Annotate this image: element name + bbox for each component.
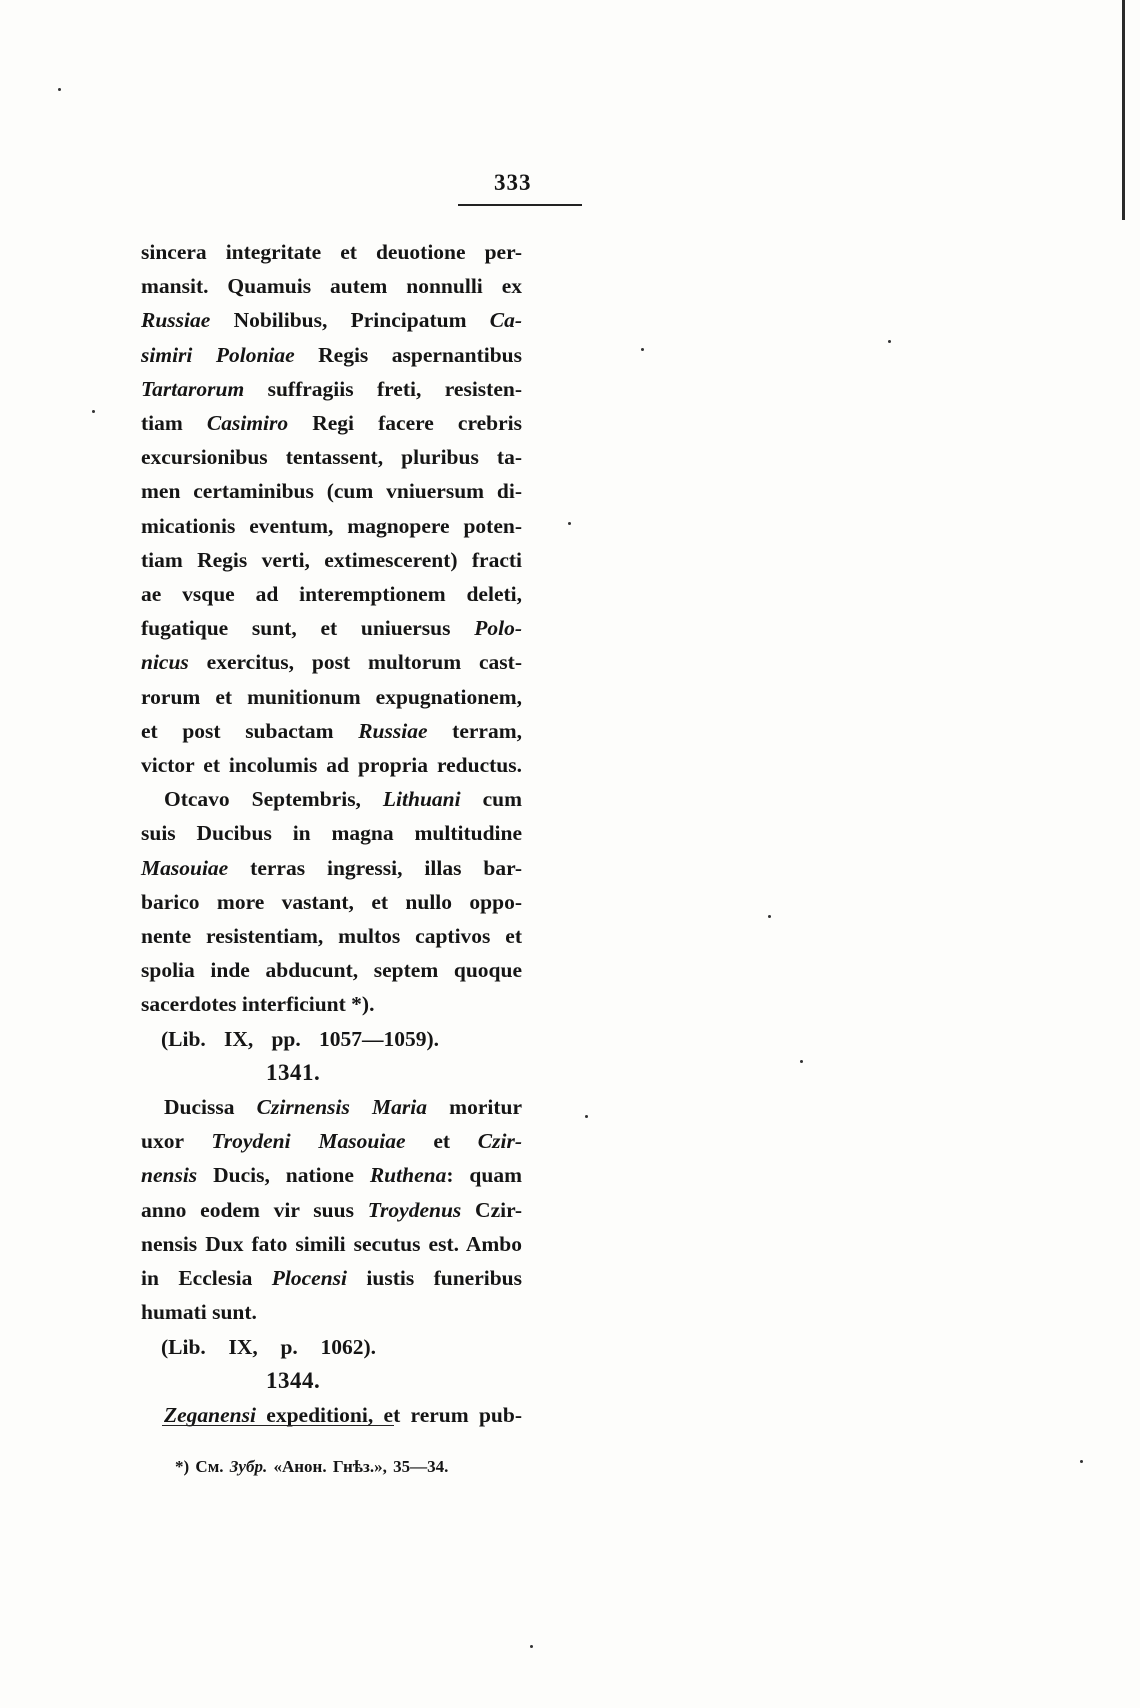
text-line xyxy=(141,1090,522,1124)
text-run: Czir- xyxy=(461,1197,522,1222)
italic-name: Troydeni Masouiae xyxy=(211,1129,406,1154)
footnote xyxy=(175,1457,448,1477)
text-line xyxy=(141,1227,522,1261)
text-line xyxy=(141,987,522,1021)
text-line xyxy=(141,1398,522,1432)
citation-2: (Lib. IX, p. 1062). xyxy=(161,1334,376,1359)
text-run: Ducis, natione xyxy=(197,1163,370,1188)
text-line xyxy=(141,440,522,474)
text-run: suffragiis freti, resisten- xyxy=(244,376,522,401)
text-run: tiam xyxy=(141,411,207,436)
italic-name: Czirnensis Maria xyxy=(256,1095,427,1120)
scan-speck xyxy=(800,1060,803,1063)
text-run: Regi facere crebris xyxy=(288,411,522,436)
italic-name: Ca- xyxy=(489,308,522,333)
italic-name: Masouiae xyxy=(141,855,229,880)
text-run: spolia inde abducunt, septem quoque xyxy=(141,958,522,983)
paragraph-1 xyxy=(141,235,522,782)
text-line xyxy=(141,474,522,508)
text-line xyxy=(141,1124,522,1158)
text-run: tiam Regis verti, extimescerent) fracti xyxy=(141,547,522,572)
text-line xyxy=(141,1295,522,1329)
text-line xyxy=(141,1193,522,1227)
scan-speck xyxy=(768,915,771,918)
text-line xyxy=(141,885,522,919)
text-line xyxy=(141,269,522,303)
italic-name: Troydenus xyxy=(367,1197,462,1222)
text-run: uxor xyxy=(141,1129,212,1154)
text-line xyxy=(141,714,522,748)
header-rule xyxy=(458,204,582,206)
text-run: men certaminibus (cum vniuersum di- xyxy=(141,479,522,504)
text-run: ae vsque ad interemptionem deleti, xyxy=(141,582,522,607)
italic-name: Plocensi xyxy=(271,1266,347,1291)
text-run: anno eodem vir suus xyxy=(141,1197,368,1222)
text-line xyxy=(141,509,522,543)
text-run: rorum et munitionum expugnationem, xyxy=(141,684,522,709)
text-line xyxy=(141,782,522,816)
text-run: Regis aspernantibus xyxy=(294,342,522,367)
scan-speck xyxy=(641,348,644,351)
text-run: iustis funeribus xyxy=(347,1266,522,1291)
footnote-source: «Анон. Гнѣз.», 35—34. xyxy=(273,1457,449,1476)
text-line xyxy=(141,953,522,987)
text-line xyxy=(141,406,522,440)
text-run: Otcavo Septembris, xyxy=(164,787,383,812)
scan-speck xyxy=(92,410,95,413)
page-edge-line xyxy=(1122,0,1125,220)
text-run: suis Ducibus in magna multitudine xyxy=(141,821,522,846)
paragraph-3 xyxy=(141,1090,522,1329)
italic-name: Russiae xyxy=(358,718,428,743)
italic-name: nensis xyxy=(141,1163,198,1188)
text-run: mansit. Quamuis autem nonnulli ex xyxy=(141,274,522,299)
text-run: victor et incolumis ad propria reductus. xyxy=(141,753,522,778)
text-run: moritur xyxy=(427,1095,523,1120)
citation-1: (Lib. IX, pp. 1057—1059). xyxy=(161,1026,439,1051)
text-run: fugatique sunt, et uniuersus xyxy=(141,616,475,641)
italic-name: Casimiro xyxy=(206,411,289,436)
text-line xyxy=(141,611,522,645)
text-line xyxy=(141,645,522,679)
text-run: cum xyxy=(460,787,522,812)
text-run: nente resistentiam, multos captivos et xyxy=(141,924,522,949)
text-run: Ducissa xyxy=(164,1095,257,1120)
italic-name: Ruthena xyxy=(369,1163,447,1188)
text-line xyxy=(141,543,522,577)
text-line xyxy=(141,1261,522,1295)
text-line xyxy=(141,338,522,372)
scan-speck xyxy=(585,1115,588,1118)
italic-name: Zeganensi xyxy=(164,1402,256,1427)
paragraph-4 xyxy=(141,1398,522,1432)
text-run: nensis Dux fato simili secutus est. Ambo xyxy=(141,1231,522,1256)
text-line xyxy=(141,372,522,406)
text-line xyxy=(141,235,522,269)
text-run: terram, xyxy=(427,718,522,743)
text-run: et xyxy=(405,1129,478,1154)
italic-name: Lithuani xyxy=(382,787,461,812)
text-run: sacerdotes interficiunt *). xyxy=(141,992,375,1017)
scan-speck xyxy=(58,88,61,91)
scan-speck xyxy=(530,1645,533,1648)
year-heading-1344: 1344. xyxy=(266,1367,321,1393)
text-run: Nobilibus, Principatum xyxy=(210,308,490,333)
text-line xyxy=(141,851,522,885)
main-text xyxy=(141,235,522,1432)
scan-speck xyxy=(1080,1460,1083,1463)
scan-speck xyxy=(568,522,571,525)
text-run: micationis eventum, magnopere poten- xyxy=(141,513,522,538)
text-run: : quam xyxy=(446,1163,523,1188)
page-number: 333 xyxy=(494,170,532,195)
text-run: excursionibus tentassent, pluribus ta- xyxy=(141,445,522,470)
text-run: humati sunt. xyxy=(141,1300,257,1325)
text-line xyxy=(141,816,522,850)
footnote-marker: *) Cм. xyxy=(175,1457,224,1476)
paragraph-2 xyxy=(141,782,522,1021)
text-line xyxy=(141,303,522,337)
text-run: barico more vastant, et nullo oppo- xyxy=(141,889,522,914)
text-run: in Ecclesia xyxy=(141,1266,272,1291)
italic-name: Czir- xyxy=(477,1129,522,1154)
year-heading-1341: 1341. xyxy=(266,1059,321,1085)
text-line xyxy=(141,680,522,714)
footnote-rule xyxy=(162,1425,394,1426)
italic-name: simiri Poloniae xyxy=(141,342,295,367)
footnote-author: Зубр. xyxy=(229,1457,268,1476)
italic-name: Russiae xyxy=(141,308,211,333)
text-line xyxy=(141,919,522,953)
italic-name: nicus xyxy=(141,650,189,675)
text-run: expeditioni, et rerum pub- xyxy=(255,1402,522,1427)
italic-name: Polo- xyxy=(474,616,522,641)
italic-name: Tartarorum xyxy=(141,376,245,401)
text-run: sincera integritate et deuotione per- xyxy=(141,240,522,264)
text-line xyxy=(141,1158,522,1192)
text-run: exercitus, post multorum cast- xyxy=(188,650,522,675)
text-line xyxy=(141,577,522,611)
text-run: terras ingressi, illas bar- xyxy=(228,855,522,880)
text-run: et post subactam xyxy=(141,718,359,743)
text-line xyxy=(141,748,522,782)
scan-speck xyxy=(888,340,891,343)
